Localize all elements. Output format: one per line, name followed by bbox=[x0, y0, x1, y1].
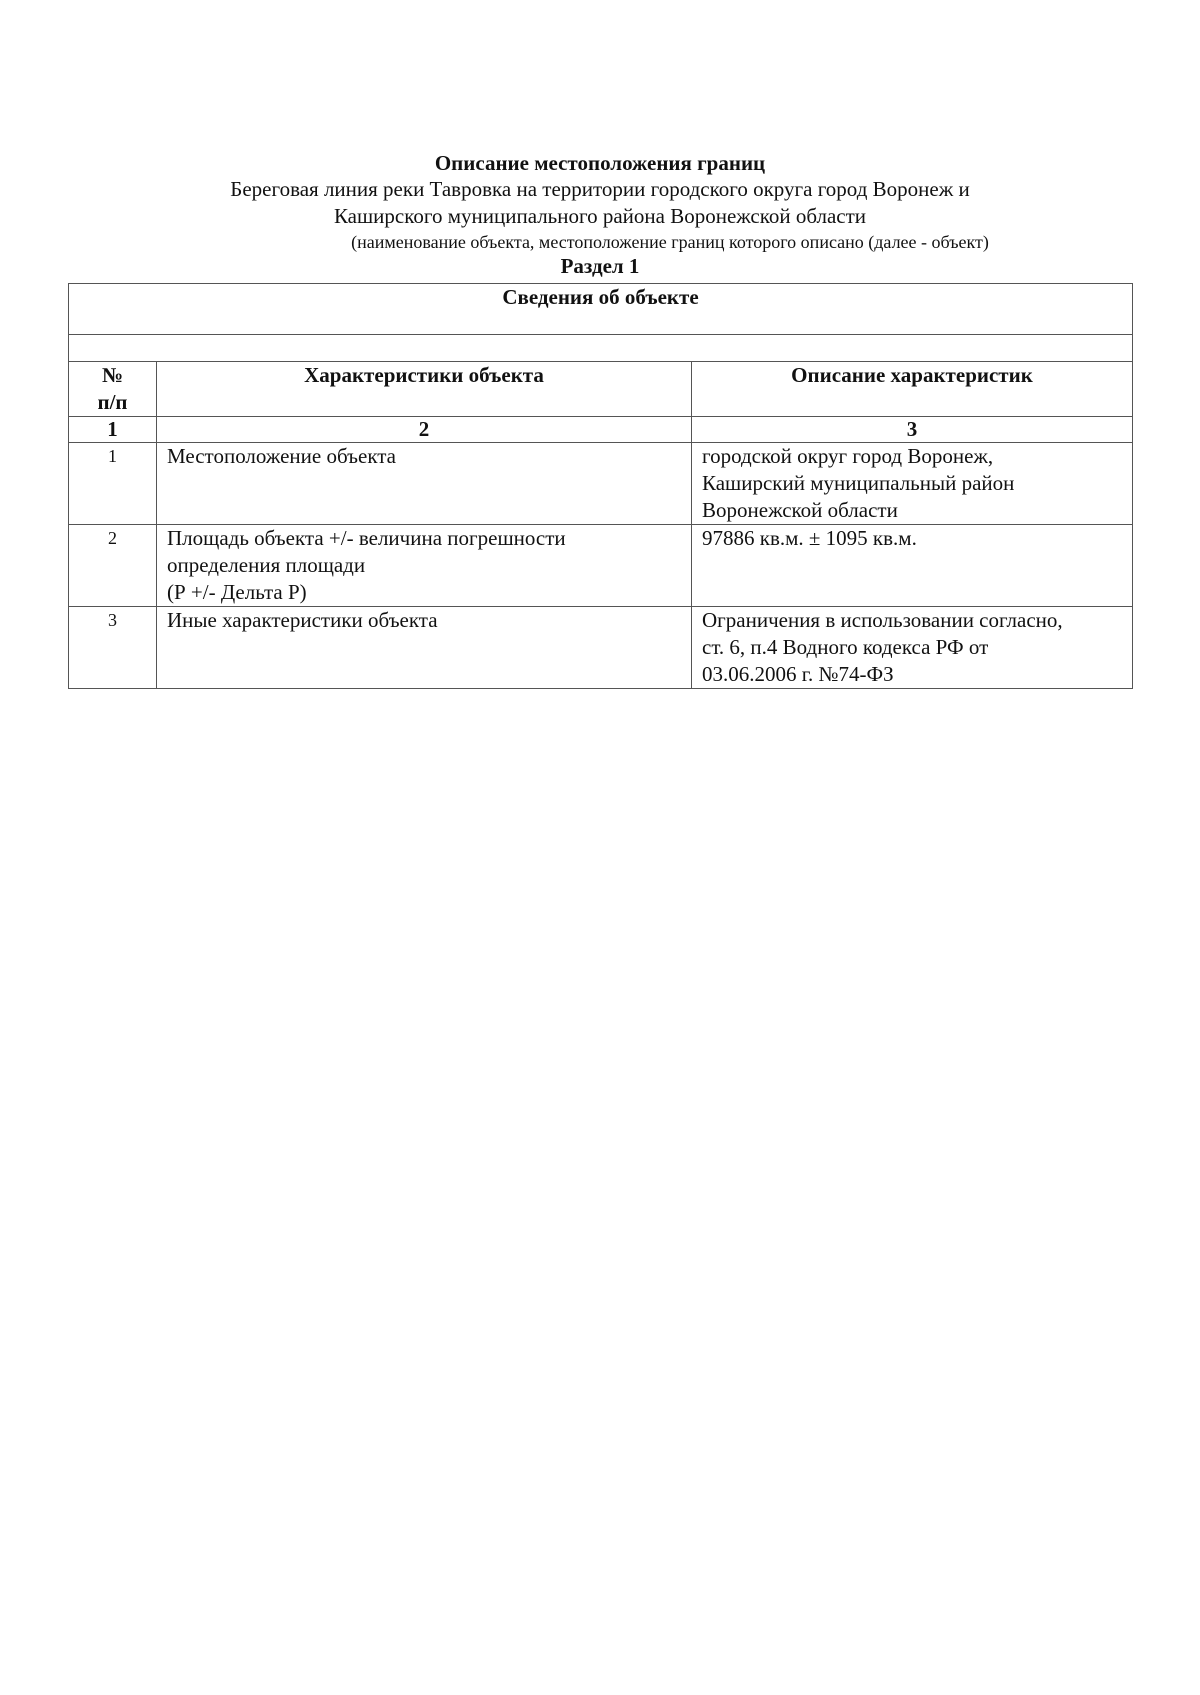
table-row bbox=[69, 525, 1133, 607]
table-header-row bbox=[69, 362, 1133, 417]
row-description-line: Каширский муниципальный район bbox=[702, 471, 1015, 495]
header-description: Описание характеристик bbox=[692, 362, 1133, 417]
row-characteristic-line: Местоположение объекта bbox=[167, 444, 397, 468]
header-number bbox=[69, 362, 157, 417]
document-header bbox=[0, 150, 1200, 279]
object-name-line-2: Каширского муниципального района Воронежской области bbox=[333, 204, 867, 228]
row-description-line: Воронежской области bbox=[702, 498, 898, 522]
section-title: Раздел 1 bbox=[560, 254, 640, 278]
column-number-row bbox=[69, 417, 1133, 443]
row-characteristic bbox=[157, 443, 692, 525]
table-caption: Сведения об объекте bbox=[69, 284, 1133, 335]
row-description bbox=[692, 607, 1133, 689]
table-row bbox=[69, 607, 1133, 689]
column-number-3: 3 bbox=[692, 417, 1133, 443]
row-description-line: Ограничения в использовании согласно, bbox=[702, 608, 1063, 632]
header-number-line-1: № bbox=[101, 363, 124, 387]
row-description-line: 03.06.2006 г. №74-ФЗ bbox=[702, 662, 894, 686]
row-index: 2 bbox=[69, 525, 157, 607]
row-characteristic-line: определения площади bbox=[167, 553, 366, 577]
row-description bbox=[692, 443, 1133, 525]
blank-cell bbox=[69, 335, 1133, 362]
header-characteristics: Характеристики объекта bbox=[157, 362, 692, 417]
row-characteristic-line: Площадь объекта +/- величина погрешности bbox=[167, 526, 566, 550]
row-characteristic-line: Иные характеристики объекта bbox=[167, 608, 438, 632]
table-caption-row bbox=[69, 284, 1133, 335]
column-number-2: 2 bbox=[157, 417, 692, 443]
row-characteristic bbox=[157, 607, 692, 689]
object-caption: (наименование объекта, местоположение границ которого описано (далее - объект) bbox=[351, 232, 989, 252]
table-blank-row bbox=[69, 335, 1133, 362]
table-row bbox=[69, 443, 1133, 525]
row-description bbox=[692, 525, 1133, 607]
row-index: 3 bbox=[69, 607, 157, 689]
row-characteristic bbox=[157, 525, 692, 607]
column-number-1: 1 bbox=[69, 417, 157, 443]
document-title: Описание местоположения границ bbox=[434, 151, 766, 175]
row-description-line: ст. 6, п.4 Водного кодекса РФ от bbox=[702, 635, 989, 659]
header-number-line-2: п/п bbox=[97, 390, 128, 414]
object-info-table bbox=[68, 283, 1133, 689]
object-name-line-1: Береговая линия реки Тавровка на территории городского округа город Воронеж и bbox=[230, 177, 970, 201]
row-characteristic-line: (Р +/- Дельта Р) bbox=[167, 580, 307, 604]
row-description-line: городской округ город Воронеж, bbox=[702, 444, 994, 468]
row-description-line: 97886 кв.м. ± 1095 кв.м. bbox=[702, 526, 917, 550]
row-index: 1 bbox=[69, 443, 157, 525]
